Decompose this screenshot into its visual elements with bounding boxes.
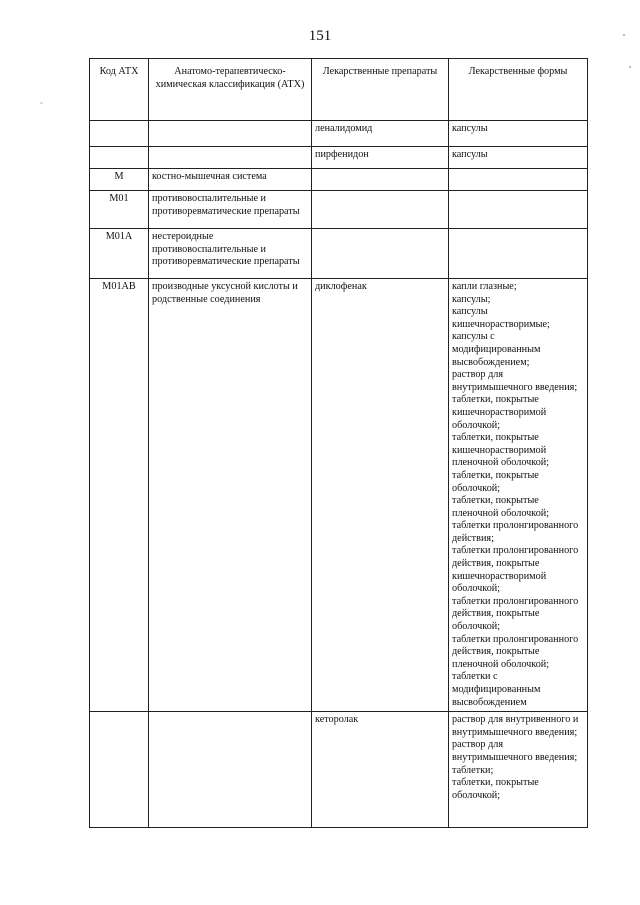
- cell-classification: [149, 121, 312, 147]
- form-item: таблетки пролонгированного действия, покрытые оболочкой;: [452, 595, 579, 633]
- cell-forms: [449, 712, 588, 828]
- form-item: раствор для внутривенного и внутримышечного введения;: [452, 714, 579, 738]
- cell-drug: диклофенак: [312, 279, 449, 712]
- form-item: капсулы: [452, 149, 488, 160]
- cell-forms: [449, 279, 588, 712]
- cell-forms: [449, 229, 588, 279]
- cell-forms: [449, 121, 588, 147]
- cell-code: M01: [90, 191, 149, 229]
- table-header-row: [90, 59, 588, 121]
- cell-drug: [312, 229, 449, 279]
- cell-code: [90, 121, 149, 147]
- form-item: таблетки;: [452, 764, 494, 776]
- cell-drug: леналидомид: [312, 121, 449, 147]
- form-item: таблетки с модифицированным высвобождением: [452, 671, 541, 708]
- cell-drug: [312, 191, 449, 229]
- cell-code: [90, 147, 149, 169]
- form-item: таблетки, покрытые оболочкой;: [452, 777, 539, 801]
- form-item: таблетки, покрытые кишечнорастворимой оболочкой;: [452, 394, 547, 431]
- form-item: таблетки пролонгированного действия, покрытые пленочной оболочкой;: [452, 633, 579, 670]
- cell-drug: кеторолак: [312, 712, 449, 828]
- cell-forms: [449, 191, 588, 229]
- table-row: [90, 279, 588, 712]
- form-item: капсулы с модифицированным высвобождением;: [452, 331, 541, 368]
- table-row: [90, 169, 588, 191]
- form-item: таблетки, покрытые оболочкой;: [452, 469, 539, 494]
- atx-table: [89, 58, 588, 828]
- table-row: [90, 712, 588, 828]
- page-number: 151: [308, 28, 332, 44]
- cell-classification: [149, 712, 312, 828]
- scan-speck: [629, 66, 631, 68]
- form-item: таблетки, покрытые кишечнорастворимой пленочной оболочкой;: [452, 432, 550, 469]
- cell-code: [90, 712, 149, 828]
- form-item: таблетки пролонгированного действия, покрытые кишечнорастворимой оболочкой;: [452, 545, 579, 595]
- cell-drug: пирфенидон: [312, 147, 449, 169]
- cell-forms: [449, 169, 588, 191]
- table-row: [90, 191, 588, 229]
- scan-speck: [623, 34, 625, 36]
- cell-classification: производные уксусной кислоты и родственные соединения: [149, 279, 312, 712]
- form-item: капсулы;: [452, 293, 491, 305]
- table-row: [90, 147, 588, 169]
- form-item: капсулы: [452, 123, 488, 134]
- header-forms: Лекарственные формы: [449, 59, 588, 121]
- form-item: таблетки пролонгированного действия;: [452, 520, 579, 544]
- cell-drug: [312, 169, 449, 191]
- header-code: Код АТХ: [90, 59, 149, 121]
- table-row: [90, 121, 588, 147]
- scan-speck: [40, 102, 43, 104]
- table-row: [90, 229, 588, 279]
- form-item: таблетки, покрытые пленочной оболочкой;: [452, 495, 550, 519]
- form-item: капли глазные;: [452, 281, 517, 292]
- cell-classification: нестероидные противовоспалительные и противоревматические препараты: [149, 229, 312, 279]
- form-item: раствор для внутримышечного введения;: [452, 369, 578, 393]
- header-classification: Анатомо-терапевтическо-химическая классификация (АТХ): [149, 59, 312, 121]
- form-item: раствор для внутримышечного введения;: [452, 739, 578, 763]
- form-item: капсулы кишечнорастворимые;: [452, 306, 550, 330]
- cell-classification: [149, 147, 312, 169]
- cell-code: M01AB: [90, 279, 149, 712]
- cell-classification: противовоспалительные и противоревматические препараты: [149, 191, 312, 229]
- cell-code: M: [90, 169, 149, 191]
- header-drugs: Лекарственные препараты: [312, 59, 449, 121]
- cell-code: M01A: [90, 229, 149, 279]
- cell-classification: костно-мышечная система: [149, 169, 312, 191]
- cell-forms: [449, 147, 588, 169]
